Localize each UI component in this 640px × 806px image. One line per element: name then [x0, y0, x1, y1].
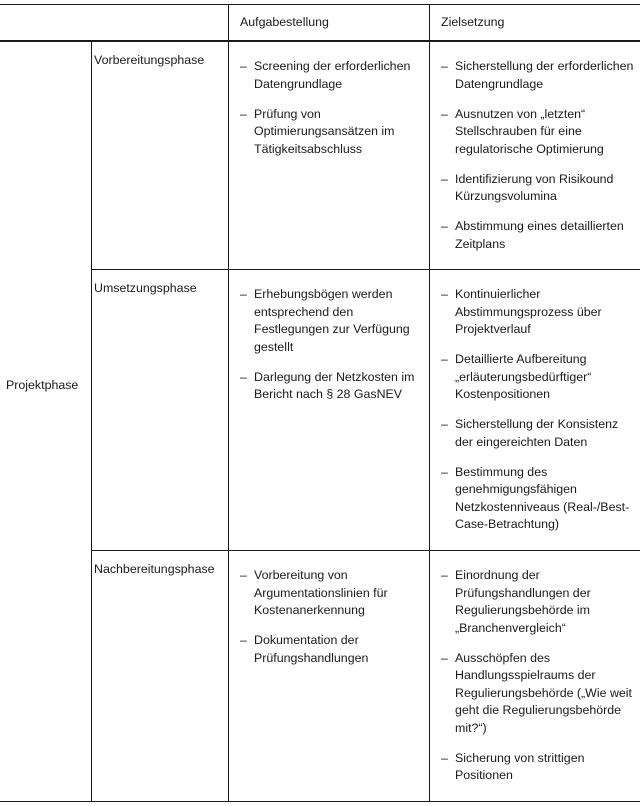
phase-label-implementation: Umsetzungsphase: [94, 281, 197, 295]
top-rule: [0, 4, 640, 5]
list-item: – Vorbereitung von Argumentationslinien für Kostenanerkennung: [240, 567, 420, 620]
header-rule: [0, 40, 640, 42]
list-item: – Screening der erforderlichen Datengrundlage: [240, 58, 420, 93]
task-list: [240, 567, 420, 680]
row-divider: [91, 550, 640, 551]
goal-list: [441, 567, 635, 797]
list-item: – Abstimmung eines detaillierten Zeitplans: [441, 218, 635, 253]
phase-label-preparation: Vorbereitungsphase: [94, 53, 205, 67]
project-phase-label: Projektphase: [6, 378, 79, 392]
phase-label-follow-up: Nachbereitungsphase: [94, 562, 215, 576]
list-item: – Darlegung der Netzkosten im Bericht nach § 28 GasNEV: [240, 369, 420, 404]
column-divider: [228, 4, 229, 802]
task-list: [240, 58, 420, 171]
goal-list: [441, 286, 635, 546]
list-item: – Prüfung von Optimierungsansätzen im Tätigkeitsabschluss: [240, 106, 420, 159]
list-item: – Identifizierung von Risikound Kürzungsvolumina: [441, 171, 635, 206]
list-item: – Sicherung von strittigen Positionen: [441, 750, 635, 785]
list-item: – Erhebungsbögen werden entsprechend den Festlegungen zur Verfügung gestellt: [240, 286, 420, 356]
list-item: – Einordnung der Prüfungshandlungen der Regulierungsbehörde im „Branchenvergleich“: [441, 567, 635, 637]
row-divider: [91, 269, 640, 270]
list-item: – Dokumentation der Prüfungshandlungen: [240, 632, 420, 667]
goal-list: [441, 58, 635, 266]
header-task: Aufgabestellung: [240, 15, 329, 29]
bottom-rule: [0, 801, 640, 802]
header-goal: Zielsetzung: [441, 15, 505, 29]
task-list: [240, 286, 420, 416]
column-divider: [91, 42, 92, 802]
list-item: – Sicherstellung der erforderlichen Datengrundlage: [441, 58, 635, 93]
list-item: – Kontinuierlicher Abstimmungsprozess über Projektverlauf: [441, 286, 635, 339]
list-item: – Ausschöpfen des Handlungsspielraums der Regulierungsbehörde („Wie weit geht die Regulierungsbehörde mit?“): [441, 650, 635, 738]
list-item: – Sicherstellung der Konsistenz der eingereichten Daten: [441, 416, 635, 451]
list-item: – Bestimmung des genehmigungsfähigen Netzkostenniveaus (Real-/Best-Case-Betrachtung): [441, 464, 635, 534]
list-item: – Ausnutzen von „letzten“ Stellschrauben für eine regulatorische Optimierung: [441, 106, 635, 159]
column-divider: [429, 4, 430, 802]
list-item: – Detaillierte Aufbereitung „erläuterungsbedürftiger“ Kostenpositionen: [441, 351, 635, 404]
